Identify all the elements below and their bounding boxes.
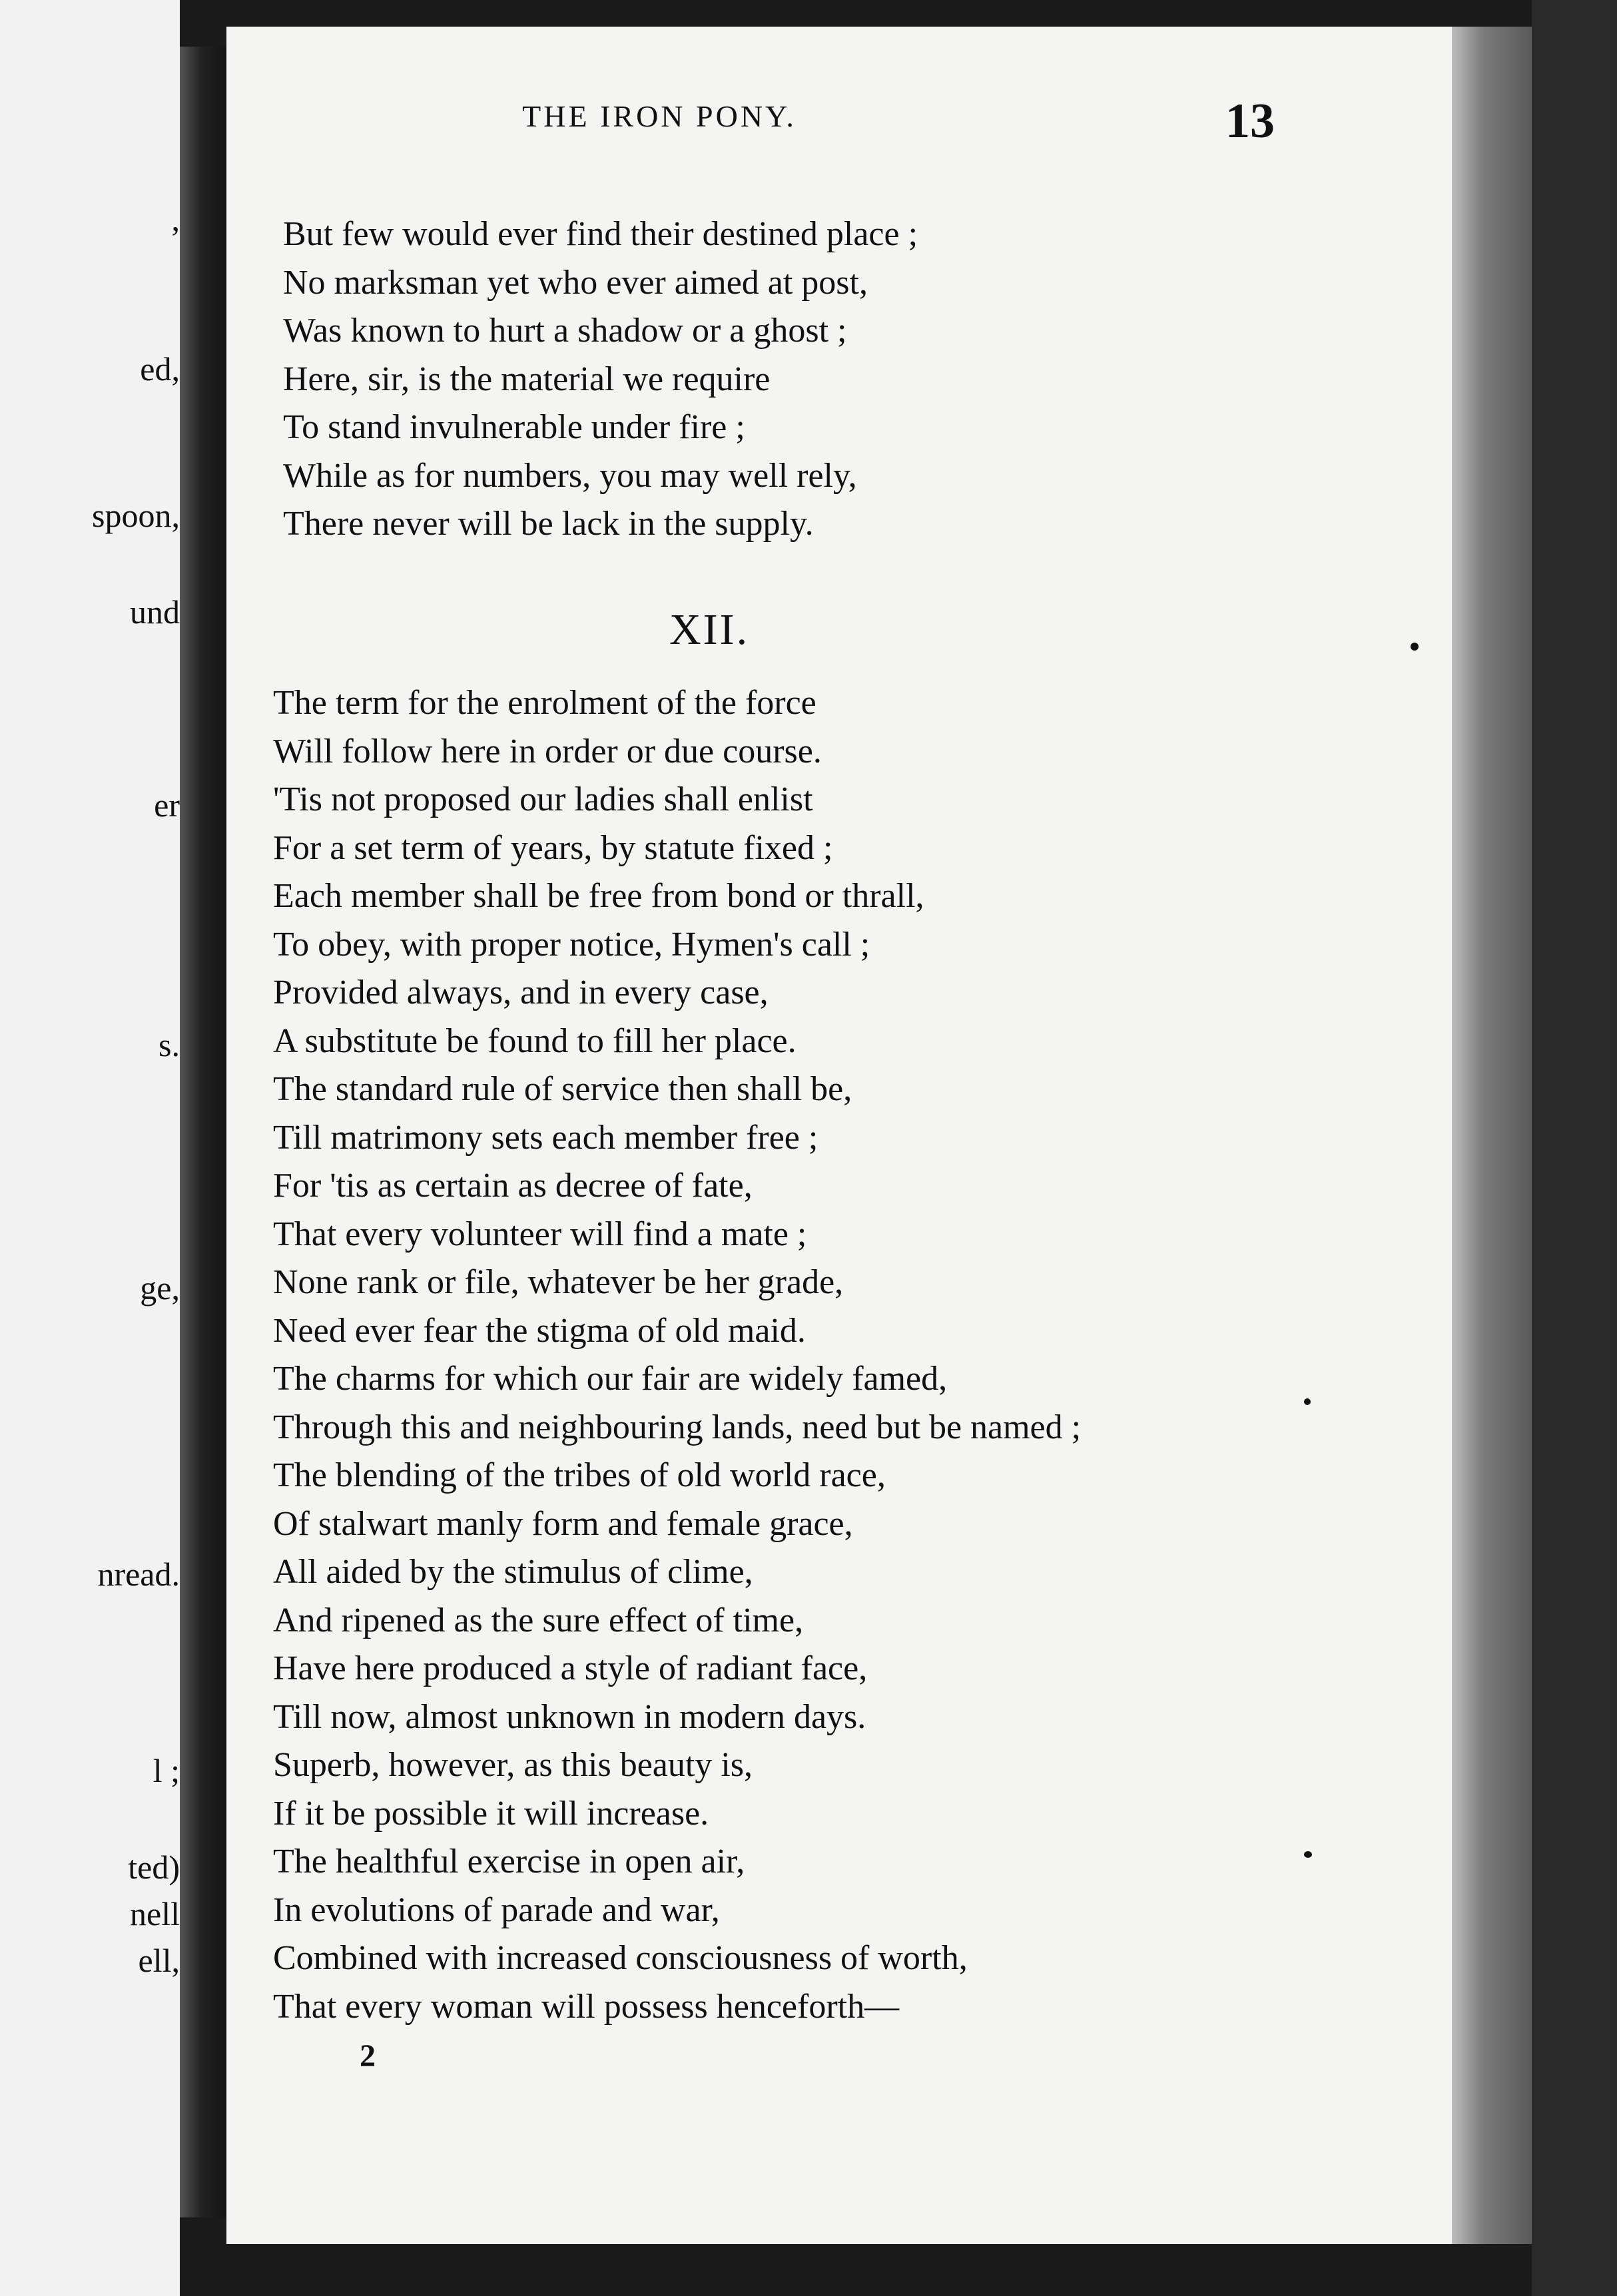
- verse-line: While as for numbers, you may well rely,: [283, 456, 857, 495]
- verse-line: But few would ever find their destined place ;: [283, 215, 918, 253]
- ink-speck: [1304, 1398, 1311, 1405]
- facing-page-fragment: er: [154, 786, 180, 824]
- verse-line: Through this and neighbouring lands, need but be named ;: [273, 1408, 1082, 1446]
- facing-page-fragment: und: [130, 593, 180, 631]
- verse-line: There never will be lack in the supply.: [283, 505, 814, 543]
- verse-line: Was known to hurt a shadow or a ghost ;: [283, 312, 847, 350]
- verse-line: Have here produced a style of radiant face,: [273, 1649, 868, 1687]
- verse-line: For a set term of years, by statute fixed ;: [273, 828, 833, 867]
- facing-page-fragment: l ;: [153, 1752, 180, 1789]
- verse-line: Till matrimony sets each member free ;: [273, 1118, 818, 1157]
- book-gutter: [180, 47, 233, 2217]
- verse-line: None rank or file, whatever be her grade,: [273, 1263, 844, 1301]
- facing-page-fragment: ed,: [140, 350, 180, 388]
- signature-mark: 2: [360, 2038, 376, 2074]
- verse-line: Till now, almost unknown in modern days.: [273, 1697, 866, 1736]
- stanza-1: [283, 210, 918, 549]
- facing-page-fragment: nell: [130, 1895, 180, 1932]
- verse-line: Provided always, and in every case,: [273, 974, 769, 1011]
- verse-line: To obey, with proper notice, Hymen's call ;: [273, 925, 870, 964]
- verse-line: All aided by the stimulus of clime,: [273, 1553, 753, 1591]
- verse-line: In evolutions of parade and war,: [273, 1890, 720, 1929]
- verse-line: No marksman yet who ever aimed at post,: [283, 263, 868, 302]
- verse-line: Will follow here in order or due course.: [273, 732, 822, 770]
- background: [1532, 0, 1617, 2296]
- stanza-2: [273, 679, 1081, 2031]
- facing-page-fragment: ted): [128, 1849, 180, 1886]
- verse-line: Each member shall be free from bond or thrall,: [273, 877, 924, 915]
- section-heading: XII.: [669, 605, 750, 654]
- verse-line: That every woman will possess henceforth—: [273, 1987, 900, 2026]
- page-number: 13: [1225, 94, 1275, 148]
- running-head: THE IRON PONY.: [522, 99, 797, 133]
- verse-line: For 'tis as certain as decree of fate,: [273, 1167, 753, 1205]
- verse-line: To stand invulnerable under fire ;: [283, 408, 745, 446]
- verse-line: Need ever fear the stigma of old maid.: [273, 1311, 806, 1350]
- verse-line: The standard rule of service then shall be,: [273, 1070, 852, 1108]
- verse-line: 'Tis not proposed our ladies shall enlist: [273, 780, 813, 818]
- verse-line: Superb, however, as this beauty is,: [273, 1746, 753, 1784]
- verse-line: And ripened as the sure effect of time,: [273, 1601, 804, 1639]
- verse-line: Combined with increased consciousness of worth,: [273, 1939, 968, 1977]
- facing-page: [0, 0, 180, 2296]
- facing-page-fragment: nread.: [97, 1556, 180, 1593]
- page-edge-shadow: [1452, 27, 1532, 2244]
- ink-speck: [1411, 643, 1419, 651]
- verse-line: The term for the enrolment of the force: [273, 684, 816, 722]
- verse-line: That every volunteer will find a mate ;: [273, 1215, 807, 1253]
- verse-line: If it be possible it will increase.: [273, 1794, 709, 1833]
- ink-speck: [1304, 1851, 1312, 1858]
- verse-line: The blending of the tribes of old world race,: [273, 1456, 886, 1494]
- verse-line: The charms for which our fair are widely famed,: [273, 1360, 948, 1398]
- facing-page-fragment: s.: [159, 1026, 180, 1063]
- verse-line: Here, sir, is the material we require: [283, 360, 771, 398]
- facing-page-fragment: ,: [171, 200, 180, 238]
- verse-line: The healthful exercise in open air,: [273, 1843, 745, 1880]
- facing-page-fragment: ell,: [138, 1942, 180, 1979]
- verse-line: Of stalwart manly form and female grace,: [273, 1504, 853, 1543]
- facing-page-fragment: spoon,: [92, 497, 180, 534]
- verse-line: A substitute be found to fill her place.: [273, 1021, 797, 1060]
- facing-page-fragment: ge,: [140, 1269, 180, 1306]
